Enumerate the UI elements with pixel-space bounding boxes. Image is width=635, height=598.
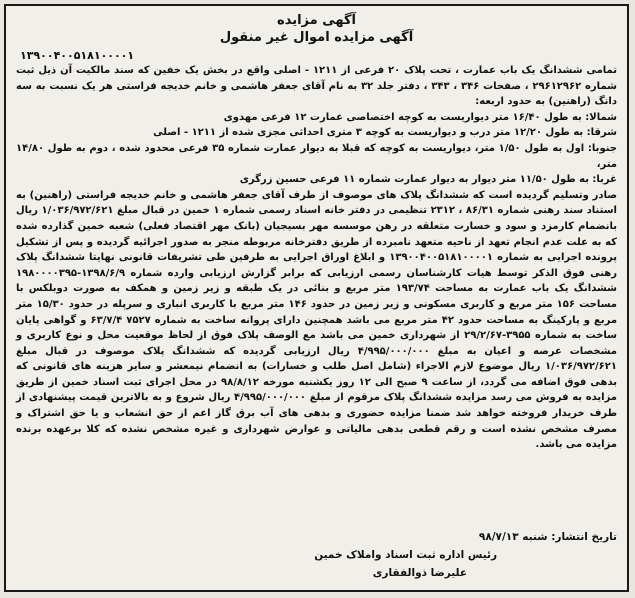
issuing-office: رئیس اداره ثبت اسناد واملاک خمین [314, 549, 497, 561]
intro-paragraph: تمامی ششدانگ یک باب عمارت ، تحت پلاک ۲۰ فرعی از ۱۲۱۱ - اصلی واقع در بخش یک خفین که سند مالکیت آن ذیل ثبت شماره ۲۹۶۱۲۹۶۲ ، صفحات ۳۴۶ ، ۳۴۳ ، دفتر جلد ۳۲ به نام آقای جعفر هاشمی و خانم خدیجه فراستی هر یک نسبت به سه دانگ (راهنین) به حدود اربعه: [16, 65, 617, 108]
auction-notice [4, 4, 629, 592]
main-paragraph: صادر وتسلیم گردیده است که ششدانگ پلاک های موصوف از طرف آقای جعفر هاشمی و خانم خدیجه فراستی (راهنین) به استناد سند رهنی شماره ۸۶/۳۱ ، ۲۳۱۲ تنظیمی در دفتر خانه اسناد رسمی شماره ۱ خمین در قبال مبلغ ۱/۰۳۶/۹۷۲/۶۲۱ ریال بانضمام کارمزد و سود و خسارت متعلقه در رهن موسسه مهر بسیجیان (بانک مهر اقتصاد فعلی) شعبه خمین گذارده شده که به علت عدم انجام تعهد از ناحیه متعهد نامبرده از طریق دفترخانه مربوطه منجر به صدور اجرائیه گردیده و پس از تشکیل پرونده اجرایی به شماره ۱۳۹۰۰۴۰۰۵۱۸۱۰۰۰۰۱ و ابلاغ اوراق اجرایی به طرفین طی تشریفات قانونی نهایتا ششدانگ پلاک رهنی فوق الذکر توسط هیات کارشناسان رسمی ارزیابی که برابر گزارش ارزیابی وارده شماره ۱۳۹۸/۶/۹-۱۹۸۰۰۰۰۳۹۵ ششدانگ یک باب عمارت به مساحت ۱۹۳/۷۴ متر مربع و بنائی در یک طبقه و زیر زمین و همکف به صورت دوبلکس با مساحت ۱۵۶ متر مربع و کاربری مسکونی و زیر زمین در حدود ۱۴۶ متر مربع با کاربری انباری و سرپله در حدود ۱۵/۳۰ متر مربع و پارکینگ به مساحت حدود ۴۲ متر مربع می باشد همچنین دارای پروانه ساخت به شماره ۷۵۲۷ ۶۳/۷/۴ و گواهی پایان ساخت به شماره ۳۹۵۵-۲۹/۲/۶۷ از شهرداری خمین می باشد مع الوصف پلاک فوق از لحاظ موقعیت محل و نوع کاربری و مشخصات عرصه و اعیان به مبلغ ۴/۹۹۵/۰۰۰/۰۰۰ ریال ارزیابی گردیده که ششدانگ پلاک موصوف در قبال مبلغ ۱/۰۳۶/۹۷۲/۶۲۱ ریال موضوع لازم الاجراء (شامل اصل طلب و خسارات) به انضمام نیمعشر و سایر هزینه های قانونی که بدهی فوق اضافه می گردد، از ساعت ۹ صبح الی ۱۲ روز یکشنبه مورخه ۹۸/۸/۱۲ در محل اجرای ثبت اسناد خمین از طریق مزایده به فروش می رسد مزایده ششدانگ پلاک مرقوم از مبلغ ۴/۹۹۵/۰۰۰/۰۰۰ ریال شروع و به بالاترین قیمت پیشنهادی از طرف خریدار فروخته خواهد شد ضمنا مزایده حضوری و بدهی های آب برق گاز اعم از حق انشعاب و یا حق اشتراک و مصرف مشخص نشده است و رقم قطعی بدهی مالیاتی و عوارض شهرداری و غیره مشخص نشده که کلا برعهده برنده مزایده می باشد. [16, 189, 618, 451]
boundary-south: جنوبا: اول به طول ۱/۵۰ متر، دیواریست به کوچه که قبلا به دیوار عمارت شماره ۳۵ فرعی محدود شده ، دوم به طول ۱۴/۸۰ متر، [16, 142, 617, 170]
notice-body [6, 63, 627, 453]
boundary-east: شرقا: به طول ۱۲/۲۰ متر درب و دیواریست به کوچه ۳ متری احداثی مجزی شده از ۱۲۱۱ - اصلی [153, 127, 617, 139]
notice-footer [16, 528, 617, 582]
publish-date: تاریخ انتشار: شنبه ۹۸/۷/۱۳ [478, 531, 617, 543]
boundary-north: شمالا: به طول ۱۶/۴۰ متر دیواریست به کوچه اختصاصی عمارت ۱۲ فرعی مهدوی [223, 111, 617, 123]
notice-subtitle: آگهی مزایده اموال غیر منقول [219, 30, 414, 45]
notice-headings [6, 12, 627, 46]
notice-title: آگهی مزایده [277, 13, 356, 28]
reference-number: ۱۳۹۰۰۴۰۰۵۱۸۱۰۰۰۰۱ [20, 49, 135, 62]
signer-name: علیرضا ذوالفقاری [372, 567, 467, 579]
boundary-west: غربا: به طول ۱۱/۵۰ متر دیوار به دیوار عمارت شماره ۱۱ فرعی حسین زرگری [239, 174, 617, 186]
